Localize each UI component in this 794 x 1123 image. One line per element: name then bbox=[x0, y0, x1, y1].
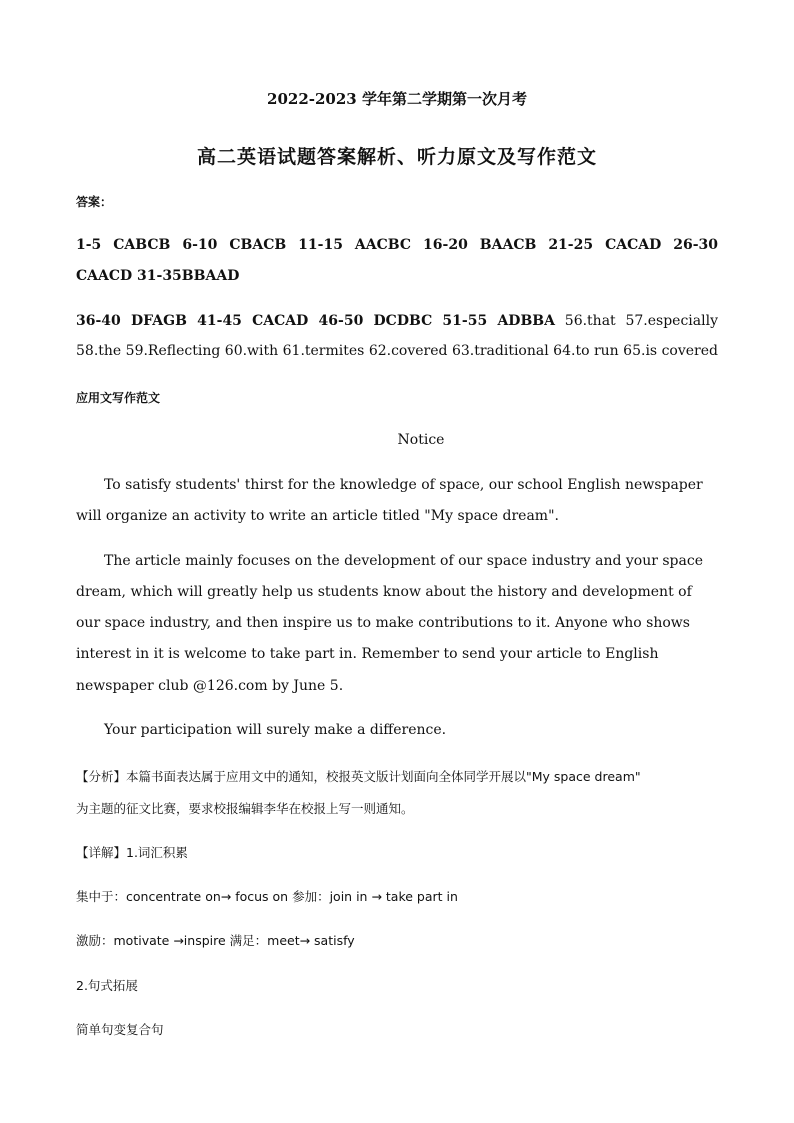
essay-label: 应用文写作范文 bbox=[76, 391, 161, 405]
essay-p2-line-3: our space industry, and then inspire us to make contributions to it. Anyone who shows bbox=[76, 615, 690, 631]
essay-p1-line-1: To satisfy students' thirst for the knowledge of space, our school English newspaper bbox=[104, 477, 703, 493]
analysis-line-2: 为主题的征文比赛，要求校报编辑李华在校报上写一则通知。 bbox=[76, 801, 414, 816]
essay-p2-line-5: newspaper club @126.com by June 5. bbox=[76, 678, 344, 694]
details-line-3: 激励：motivate →inspire 满足：meet→ satisfy bbox=[76, 933, 355, 948]
details-line-5: 简单句变复合句 bbox=[76, 1022, 164, 1037]
notice-title: Notice bbox=[397, 432, 445, 448]
details-line-1: 【详解】1.词汇积累 bbox=[76, 845, 188, 860]
exam-title: 2022-2023 学年第二学期第一次月考 bbox=[267, 90, 527, 108]
details-line-2: 集中于：concentrate on→ focus on 参加：join in → take part in bbox=[76, 889, 458, 904]
details-line-4: 2.句式拓展 bbox=[76, 978, 138, 993]
answers-line-4: 58.the 59.Reflecting 60.with 61.termites 62.covered 63.traditional 64.to run 65.is covered bbox=[76, 343, 718, 359]
answers-label: 答案： bbox=[76, 195, 113, 209]
answers-line-2: CAACD 31-35BBAAD bbox=[76, 268, 240, 284]
essay-p2-line-1: The article mainly focuses on the development of our space industry and your space bbox=[104, 553, 703, 569]
answers-line-3 bbox=[76, 313, 718, 329]
essay-p2-line-4: interest in it is welcome to take part in. Remember to send your article to English bbox=[76, 646, 659, 662]
essay-p3: Your participation will surely make a difference. bbox=[104, 722, 447, 738]
answers-line-3-fill: 56.that 57.especially bbox=[554, 313, 718, 329]
document-subtitle: 高二英语试题答案解析、听力原文及写作范文 bbox=[196, 146, 597, 168]
essay-p2-line-2: dream, which will greatly help us students know about the history and development of bbox=[76, 584, 692, 600]
essay-p1-line-2: will organize an activity to write an article titled "My space dream". bbox=[76, 508, 559, 524]
answers-line-1: 1-5 CABCB 6-10 CBACB 11-15 AACBC 16-20 BAACB 21-25 CACAD 26-30 bbox=[76, 237, 718, 253]
analysis-line-1: 【分析】本篇书面表达属于应用文中的通知，校报英文版计划面向全体同学开展以"My space dream" bbox=[76, 769, 641, 784]
answers-line-3-mc: 36-40 DFAGB 41-45 CACAD 46-50 DCDBC 51-55 ADBBA bbox=[76, 313, 555, 329]
